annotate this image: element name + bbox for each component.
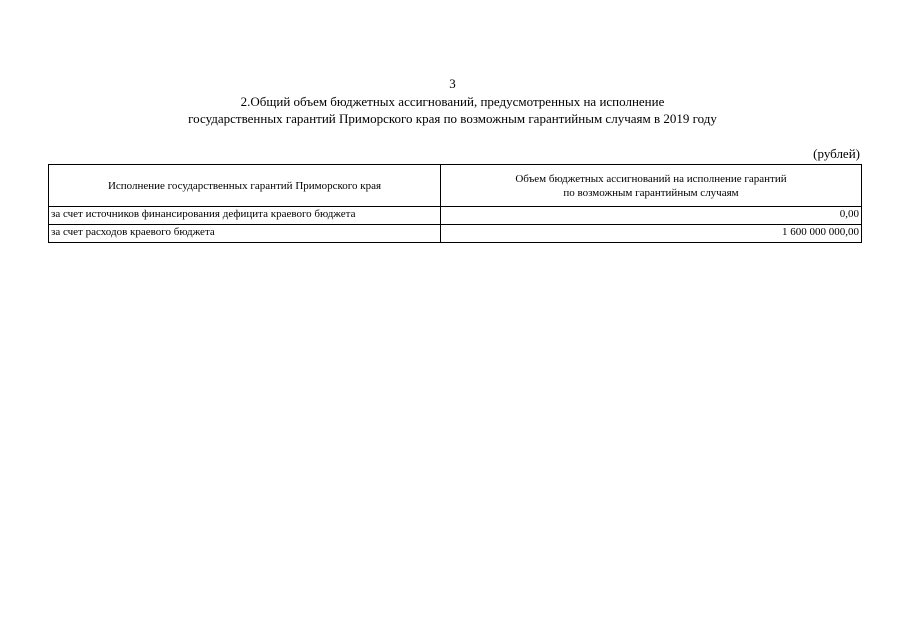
- title-line-1: 2.Общий объем бюджетных ассигнований, предусмотренных на исполнение: [240, 94, 665, 109]
- column-header-volume-line-1: Объем бюджетных ассигнований на исполнение гарантий: [515, 172, 787, 185]
- column-header-volume-line-2: по возможным гарантийным случаям: [563, 186, 739, 199]
- page-number: 3: [449, 76, 456, 91]
- currency-unit-label: (рублей): [813, 146, 860, 161]
- row-amount: 1 600 000 000,00: [441, 225, 862, 243]
- table-header-row: [49, 165, 862, 207]
- title-line-2: государственных гарантий Приморского края по возможным гарантийным случаям в 2019 году: [188, 111, 717, 126]
- table-row: [49, 207, 862, 225]
- row-label: за счет расходов краевого бюджета: [49, 225, 441, 243]
- table-row: [49, 225, 862, 243]
- column-header-execution: Исполнение государственных гарантий Приморского края: [49, 165, 441, 207]
- document-title: [0, 93, 905, 127]
- guarantees-table: [48, 164, 862, 243]
- row-label: за счет источников финансирования дефицита краевого бюджета: [49, 207, 441, 225]
- column-header-volume: [441, 165, 862, 207]
- row-amount: 0,00: [441, 207, 862, 225]
